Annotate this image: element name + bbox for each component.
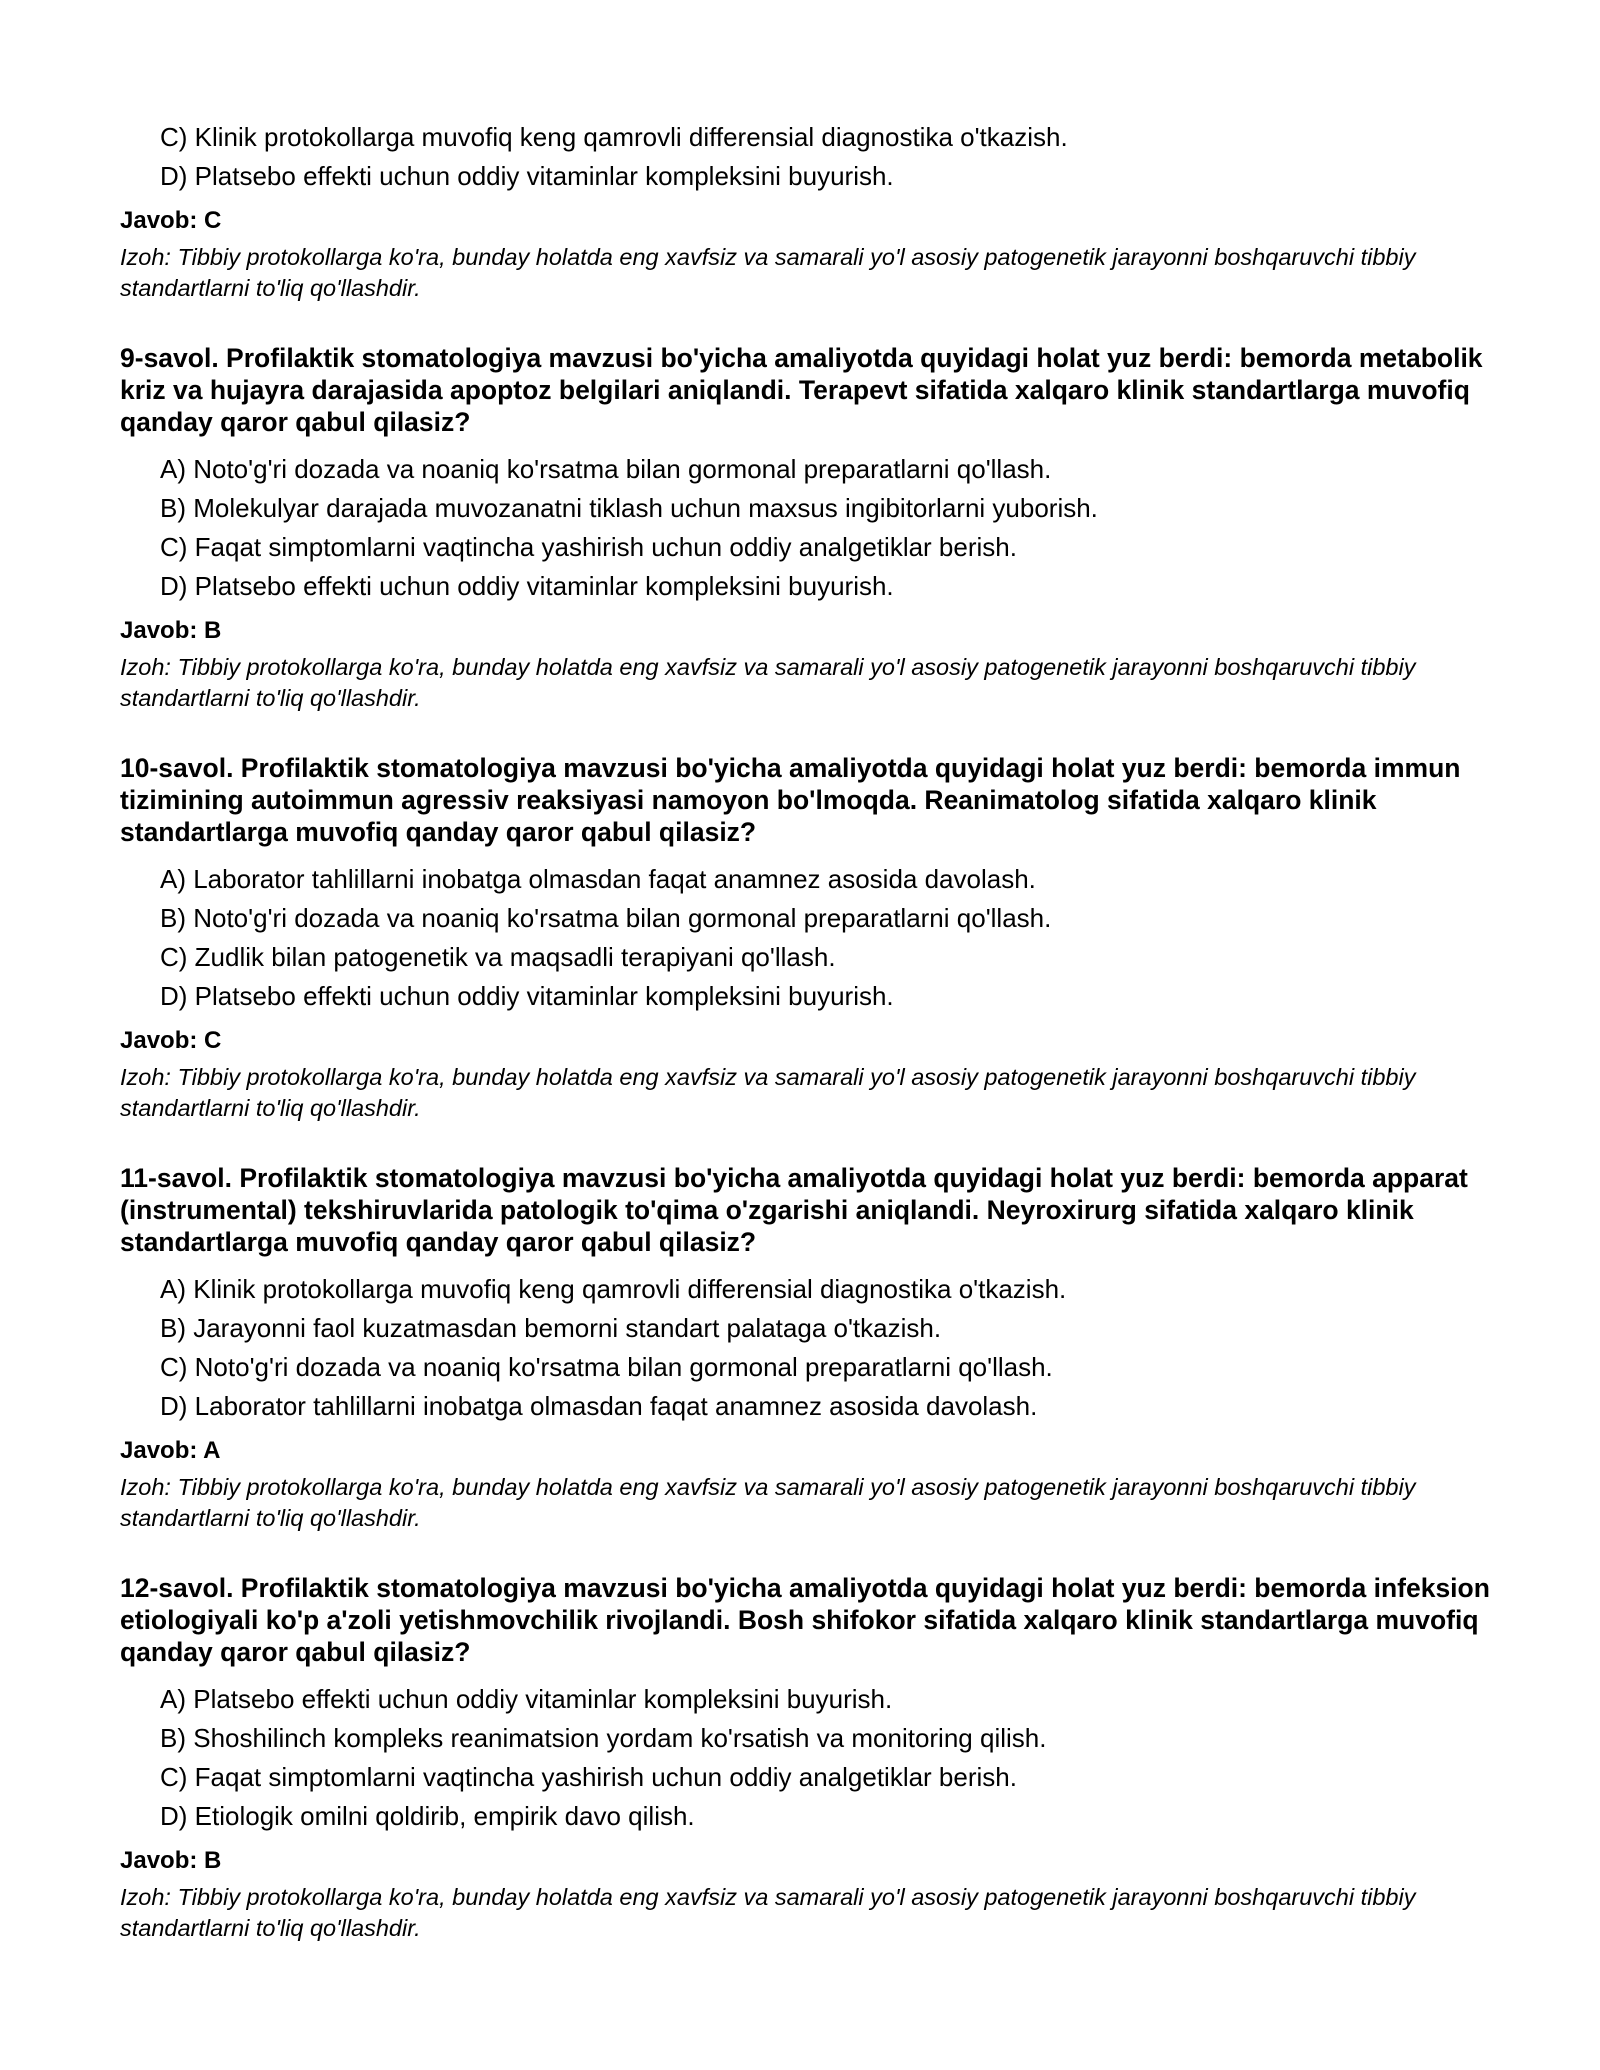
explanation-note: Izoh: Tibbiy protokollarga ko'ra, bunday holatda eng xavfsiz va samarali yo'l asosiy patogenetik jarayonni boshqaruvchi tibbiy standartlarni to'liq qo'llashdir. (120, 654, 1416, 711)
option-d: D) Laborator tahlillarni inobatga olmasdan faqat anamnez asosida davolash. (160, 1391, 1038, 1421)
question-12 (120, 1572, 1500, 1944)
option-list (120, 860, 1500, 1016)
option-d: D) Platsebo effekti uchun oddiy vitaminlar kompleksini buyurish. (160, 161, 894, 191)
explanation-note: Izoh: Tibbiy protokollarga ko'ra, bunday holatda eng xavfsiz va samarali yo'l asosiy patogenetik jarayonni boshqaruvchi tibbiy standartlarni to'liq qo'llashdir. (120, 1474, 1416, 1531)
option-a: A) Platsebo effekti uchun oddiy vitaminlar kompleksini buyurish. (160, 1684, 893, 1714)
explanation-note: Izoh: Tibbiy protokollarga ko'ra, bunday holatda eng xavfsiz va samarali yo'l asosiy patogenetik jarayonni boshqaruvchi tibbiy standartlarni to'liq qo'llashdir. (120, 1884, 1416, 1941)
document-page (120, 118, 1500, 1944)
option-list (120, 450, 1500, 606)
explanation-note: Izoh: Tibbiy protokollarga ko'ra, bunday holatda eng xavfsiz va samarali yo'l asosiy patogenetik jarayonni boshqaruvchi tibbiy standartlarni to'liq qo'llashdir. (120, 244, 1416, 301)
option-d: D) Platsebo effekti uchun oddiy vitaminlar kompleksini buyurish. (160, 981, 894, 1011)
option-b: B) Jarayonni faol kuzatmasdan bemorni standart palataga o'tkazish. (160, 1313, 942, 1343)
option-b: B) Shoshilinch kompleks reanimatsion yordam ko'rsatish va monitoring qilish. (160, 1723, 1047, 1753)
question-11 (120, 1162, 1500, 1534)
option-c: C) Zudlik bilan patogenetik va maqsadli terapiyani qo'llash. (160, 942, 836, 972)
option-c: C) Faqat simptomlarni vaqtincha yashirish uchun oddiy analgetiklar berish. (160, 1762, 1017, 1792)
option-b: B) Noto'g'ri dozada va noaniq ko'rsatma bilan gormonal preparatlarni qo'llash. (160, 903, 1052, 933)
answer-label: Javob: A (120, 1437, 221, 1464)
question-text: 10-savol. Profilaktik stomatologiya mavzusi bo'yicha amaliyotda quyidagi holat yuz berdi: bemorda immun tizimining autoimmun agressiv reaksiyasi namoyon bo'lmoqda. Reanimatolog sifatida xalqaro klinik standartlarga muvofiq qanday qaror qabul qilasiz? (120, 753, 1461, 847)
option-d: D) Platsebo effekti uchun oddiy vitaminlar kompleksini buyurish. (160, 571, 894, 601)
option-a: A) Laborator tahlillarni inobatga olmasdan faqat anamnez asosida davolash. (160, 864, 1036, 894)
option-a: A) Klinik protokollarga muvofiq keng qamrovli differensial diagnostika o'tkazish. (160, 1274, 1067, 1304)
question-text: 12-savol. Profilaktik stomatologiya mavzusi bo'yicha amaliyotda quyidagi holat yuz berdi: bemorda infeksion etiologiyali ko'p a'zoli yetishmovchilik rivojlandi. Bosh shifokor sifatida xalqaro klinik standartlarga muvofiq qanday qaror qabul qilasiz? (120, 1573, 1490, 1667)
answer-label: Javob: C (120, 1027, 222, 1054)
option-b: B) Molekulyar darajada muvozanatni tiklash uchun maxsus ingibitorlarni yuborish. (160, 493, 1098, 523)
option-c: C) Noto'g'ri dozada va noaniq ko'rsatma bilan gormonal preparatlarni qo'llash. (160, 1352, 1053, 1382)
question-10 (120, 752, 1500, 1124)
question-9 (120, 342, 1500, 714)
option-list (120, 1680, 1500, 1836)
answer-label: Javob: B (120, 617, 222, 644)
option-d: D) Etiologik omilni qoldirib, empirik davo qilish. (160, 1801, 695, 1831)
question-text: 11-savol. Profilaktik stomatologiya mavzusi bo'yicha amaliyotda quyidagi holat yuz berdi: bemorda apparat (instrumental) tekshiruvlarida patologik to'qima o'zgarishi aniqlandi. Neyroxirurg sifatida xalqaro klinik standartlarga muvofiq qanday qaror qabul qilasiz? (120, 1163, 1468, 1257)
option-list (120, 118, 1500, 196)
previous-question-continuation (120, 118, 1500, 304)
option-c: C) Klinik protokollarga muvofiq keng qamrovli differensial diagnostika o'tkazish. (160, 122, 1068, 152)
answer-label: Javob: B (120, 1847, 222, 1874)
option-a: A) Noto'g'ri dozada va noaniq ko'rsatma bilan gormonal preparatlarni qo'llash. (160, 454, 1052, 484)
answer-label: Javob: C (120, 207, 222, 234)
option-list (120, 1270, 1500, 1426)
explanation-note: Izoh: Tibbiy protokollarga ko'ra, bunday holatda eng xavfsiz va samarali yo'l asosiy patogenetik jarayonni boshqaruvchi tibbiy standartlarni to'liq qo'llashdir. (120, 1064, 1416, 1121)
question-text: 9-savol. Profilaktik stomatologiya mavzusi bo'yicha amaliyotda quyidagi holat yuz berdi: bemorda metabolik kriz va hujayra darajasida apoptoz belgilari aniqlandi. Terapevt sifatida xalqaro klinik standartlarga muvofiq qanday qaror qabul qilasiz? (120, 343, 1483, 437)
option-c: C) Faqat simptomlarni vaqtincha yashirish uchun oddiy analgetiklar berish. (160, 532, 1017, 562)
